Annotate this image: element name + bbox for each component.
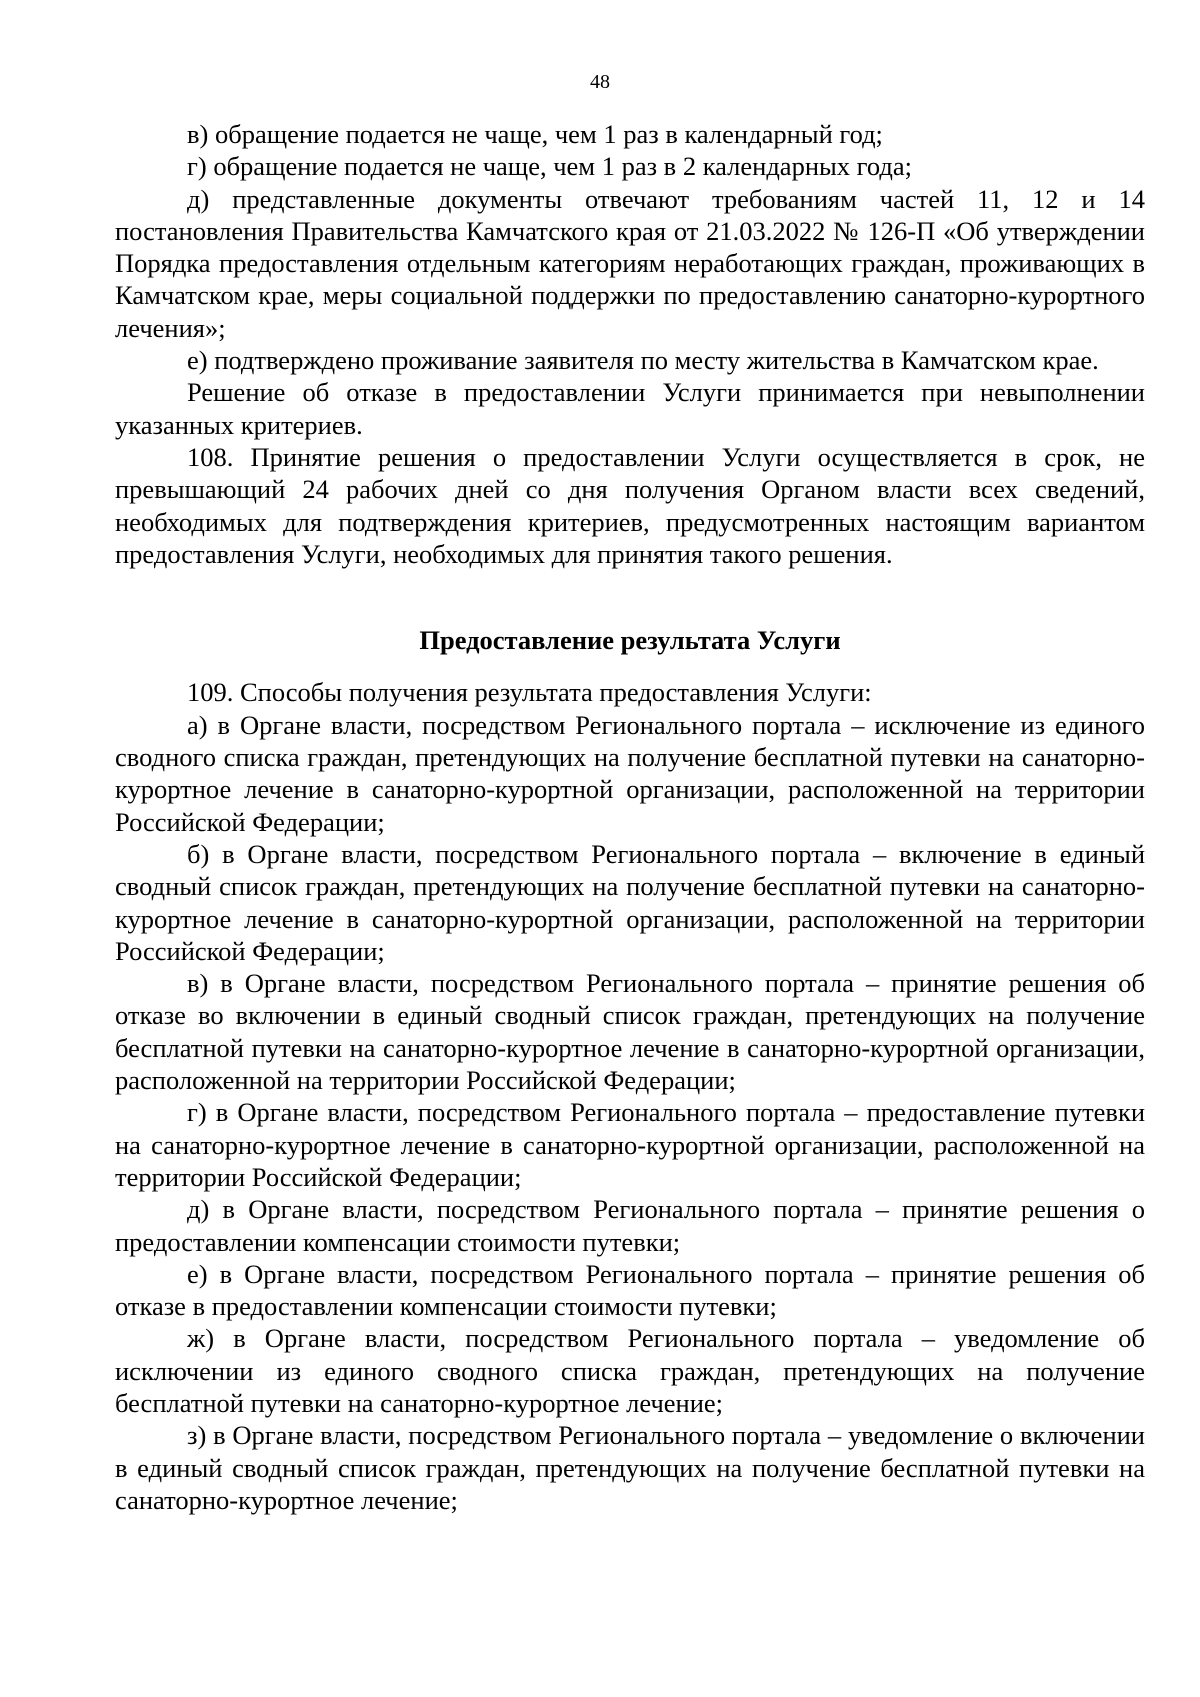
paragraph-108-decision-term: 108. Принятие решения о предоставлении Услуги осуществляется в срок, не превышающий 24 рабочих дней со дня получения Органом власти всех сведений, необходимых для подтверждения критериев, предусмотренных настоящим вариантом предоставления Услуги, необходимых для принятия такого решения. — [115, 441, 1145, 569]
paragraph-109-e: е) в Органе власти, посредством Регионального портала – принятие решения об отказе в предоставлении компенсации стоимости путевки; — [115, 1258, 1145, 1322]
paragraph-109-methods: 109. Способы получения результата предоставления Услуги: — [187, 677, 872, 708]
spacer — [115, 656, 1145, 676]
paragraph-e-residence-confirmed: е) подтверждено проживание заявителя по месту жительства в Камчатском крае. — [187, 345, 1099, 376]
paragraph-d-documents-requirements: д) представленные документы отвечают требованиям частей 11, 12 и 14 постановления Правительства Камчатского края от 21.03.2022 № 126-П «Об утверждении Порядка предоставления отдельным категориям неработающих граждан, проживающих в Камчатском крае, меры социальной поддержки по предоставлению санаторно-курортного лечения»; — [115, 183, 1145, 343]
paragraph-109-a: а) в Органе власти, посредством Регионального портала – исключение из единого сводного списка граждан, претендующих на получение бесплатной путевки на санаторно-курортное лечение в санаторно-курортной организации, расположенной на территории Российской Федерации; — [115, 709, 1145, 837]
paragraph-109-g: г) в Органе власти, посредством Регионального портала – предоставление путевки на санаторно-курортное лечение в санаторно-курортной организации, расположенной на территории Российской Федерации; — [115, 1097, 1145, 1192]
paragraph-109-b: б) в Органе власти, посредством Регионального портала – включение в единый сводный список граждан, претендующих на получение бесплатной путевки на санаторно-курортное лечение в санаторно-курортной организации, расположенной на территории Российской Федерации; — [115, 838, 1145, 966]
paragraph-109-zh: ж) в Органе власти, посредством Регионального портала – уведомление об исключении из единого сводного списка граждан, претендующих на получение бесплатной путевки на санаторно-курортное лечение; — [115, 1323, 1145, 1418]
paragraph-g-once-per-two-years: г) обращение подается не чаще, чем 1 раз в 2 календарных года; — [187, 151, 912, 182]
paragraph-refusal-decision: Решение об отказе в предоставлении Услуги принимается при невыполнении указанных критериев. — [115, 377, 1145, 440]
document-body — [115, 118, 1145, 1516]
section-heading: Предоставление результата Услуги — [419, 625, 841, 656]
spacer — [115, 570, 1145, 624]
page-number: 48 — [590, 71, 610, 93]
paragraph-109-d: д) в Органе власти, посредством Регионального портала – принятие решения о предоставлении компенсации стоимости путевки; — [115, 1194, 1145, 1257]
paragraph-109-z: з) в Органе власти, посредством Регионального портала – уведомление о включении в единый сводный список граждан, претендующих на получение бесплатной путевки на санаторно-курортное лечение; — [115, 1420, 1145, 1515]
paragraph-v-once-per-year: в) обращение подается не чаще, чем 1 раз в календарный год; — [187, 119, 883, 149]
paragraph-109-v: в) в Органе власти, посредством Регионального портала – принятие решения об отказе во включении в единый сводный список граждан, претендующих на получение бесплатной путевки на санаторно-курортное лечение в санаторно-курортной организации, расположенной на территории Российской Федерации; — [115, 968, 1145, 1096]
